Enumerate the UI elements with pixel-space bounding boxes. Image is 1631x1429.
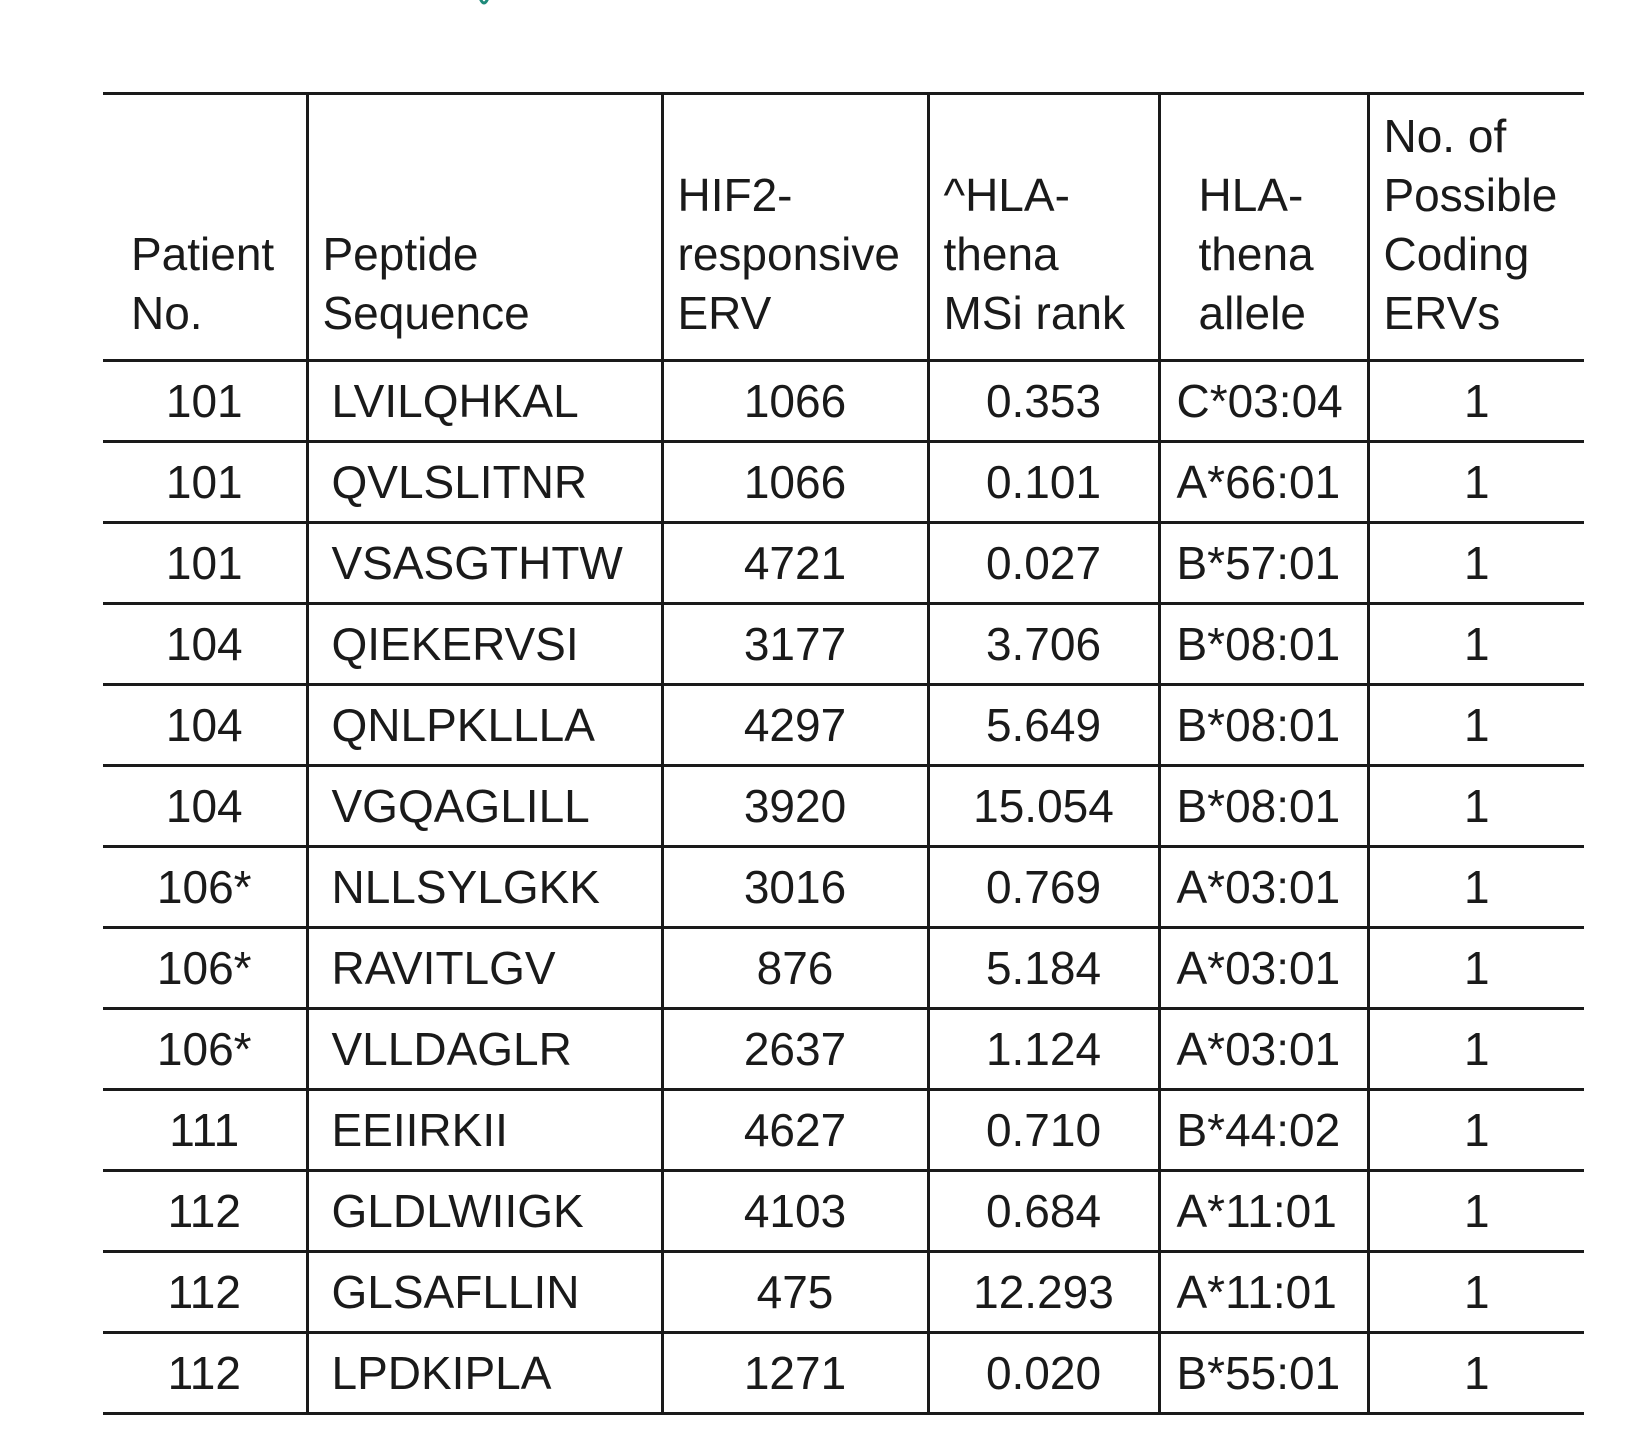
msi-rank-cell: 3.706 xyxy=(928,604,1159,685)
peptide-sequence-cell: RAVITLGV xyxy=(307,928,662,1009)
patient-no-cell: 106* xyxy=(156,1022,252,1075)
peptide-sequence-cell: VGQAGLILL xyxy=(307,766,662,847)
peptide-sequence-cell: GLDLWIIGK xyxy=(307,1171,662,1252)
coding-ervs-cell: 1 xyxy=(1368,847,1584,928)
patient-no-cell: 104 xyxy=(165,617,243,670)
erv-cell: 3920 xyxy=(662,766,928,847)
patient-no-cell: 106* xyxy=(156,941,252,994)
allele-cell: B*57:01 xyxy=(1159,523,1368,604)
patient-no-cell: 101 xyxy=(165,374,243,427)
msi-rank-cell: 0.769 xyxy=(928,847,1159,928)
erv-cell: 1066 xyxy=(662,442,928,523)
patient-no-cell: 104 xyxy=(165,698,243,751)
msi-rank-cell: 0.684 xyxy=(928,1171,1159,1252)
coding-ervs-cell: 1 xyxy=(1368,604,1584,685)
coding-ervs-cell: 1 xyxy=(1368,361,1584,442)
msi-rank-cell: 12.293 xyxy=(928,1252,1159,1333)
peptide-sequence-cell: GLSAFLLIN xyxy=(307,1252,662,1333)
patient-no-cell: 112 xyxy=(167,1346,241,1399)
table-row xyxy=(103,523,1584,604)
msi-rank-cell: 5.184 xyxy=(928,928,1159,1009)
allele-cell: A*11:01 xyxy=(1159,1252,1368,1333)
table-row xyxy=(103,1171,1584,1252)
peptide-sequence-cell: VLLDAGLR xyxy=(307,1009,662,1090)
table-row xyxy=(103,766,1584,847)
decorative-mark-icon xyxy=(478,0,490,8)
coding-ervs-cell: 1 xyxy=(1368,442,1584,523)
coding-ervs-cell: 1 xyxy=(1368,928,1584,1009)
coding-ervs-cell: 1 xyxy=(1368,1171,1584,1252)
peptide-table xyxy=(103,92,1584,1415)
allele-cell: B*08:01 xyxy=(1159,685,1368,766)
msi-rank-cell: 0.353 xyxy=(928,361,1159,442)
erv-cell: 4627 xyxy=(662,1090,928,1171)
patient-no-cell: 104 xyxy=(165,779,243,832)
patient-no-cell: 106* xyxy=(156,860,252,913)
erv-cell: 4721 xyxy=(662,523,928,604)
table-row xyxy=(103,685,1584,766)
allele-cell: A*03:01 xyxy=(1159,847,1368,928)
peptide-sequence-cell: QNLPKLLLA xyxy=(307,685,662,766)
erv-cell: 1271 xyxy=(662,1333,928,1414)
msi-rank-cell: 0.710 xyxy=(928,1090,1159,1171)
msi-rank-cell: 0.020 xyxy=(928,1333,1159,1414)
msi-rank-cell: 1.124 xyxy=(928,1009,1159,1090)
erv-cell: 3016 xyxy=(662,847,928,928)
allele-cell: A*66:01 xyxy=(1159,442,1368,523)
allele-cell: A*11:01 xyxy=(1159,1171,1368,1252)
table-row xyxy=(103,847,1584,928)
header-row xyxy=(103,94,1584,361)
column-header-hlathena-msi-rank: ^HLA- thena MSi rank xyxy=(928,94,1159,361)
patient-no-cell: 101 xyxy=(165,455,243,508)
table-row xyxy=(103,1333,1584,1414)
coding-ervs-cell: 1 xyxy=(1368,523,1584,604)
column-header-peptide-sequence: Peptide Sequence xyxy=(307,94,662,361)
peptide-sequence-cell: LPDKIPLA xyxy=(307,1333,662,1414)
column-header-possible-coding-ervs: No. of Possible Coding ERVs xyxy=(1368,94,1584,361)
peptide-sequence-cell: QIEKERVSI xyxy=(307,604,662,685)
patient-no-cell: 101 xyxy=(165,536,243,589)
allele-cell: B*08:01 xyxy=(1159,766,1368,847)
table-row xyxy=(103,442,1584,523)
table-row xyxy=(103,928,1584,1009)
table-row xyxy=(103,361,1584,442)
patient-no-cell: 111 xyxy=(169,1103,240,1156)
coding-ervs-cell: 1 xyxy=(1368,1333,1584,1414)
coding-ervs-cell: 1 xyxy=(1368,1009,1584,1090)
erv-cell: 1066 xyxy=(662,361,928,442)
erv-cell: 4103 xyxy=(662,1171,928,1252)
allele-cell: A*03:01 xyxy=(1159,928,1368,1009)
allele-cell: C*03:04 xyxy=(1159,361,1368,442)
peptide-sequence-cell: NLLSYLGKK xyxy=(307,847,662,928)
table-row xyxy=(103,604,1584,685)
peptide-sequence-cell: QVLSLITNR xyxy=(307,442,662,523)
msi-rank-cell: 0.027 xyxy=(928,523,1159,604)
allele-cell: B*55:01 xyxy=(1159,1333,1368,1414)
coding-ervs-cell: 1 xyxy=(1368,1090,1584,1171)
column-header-patient-no: Patient No. xyxy=(131,228,275,339)
column-header-hlathena-allele: HLA- thena allele xyxy=(1159,94,1368,361)
table-row xyxy=(103,1252,1584,1333)
table-body xyxy=(103,361,1584,1414)
erv-cell: 876 xyxy=(662,928,928,1009)
table-row xyxy=(103,1090,1584,1171)
erv-cell: 475 xyxy=(662,1252,928,1333)
peptide-sequence-cell: EEIIRKII xyxy=(307,1090,662,1171)
msi-rank-cell: 0.101 xyxy=(928,442,1159,523)
peptide-sequence-cell: LVILQHKAL xyxy=(307,361,662,442)
coding-ervs-cell: 1 xyxy=(1368,766,1584,847)
allele-cell: A*03:01 xyxy=(1159,1009,1368,1090)
allele-cell: B*44:02 xyxy=(1159,1090,1368,1171)
coding-ervs-cell: 1 xyxy=(1368,1252,1584,1333)
patient-no-cell: 112 xyxy=(167,1265,241,1318)
msi-rank-cell: 5.649 xyxy=(928,685,1159,766)
erv-cell: 2637 xyxy=(662,1009,928,1090)
erv-cell: 3177 xyxy=(662,604,928,685)
coding-ervs-cell: 1 xyxy=(1368,685,1584,766)
patient-no-cell: 112 xyxy=(167,1184,241,1237)
msi-rank-cell: 15.054 xyxy=(928,766,1159,847)
peptide-sequence-cell: VSASGTHTW xyxy=(307,523,662,604)
erv-cell: 4297 xyxy=(662,685,928,766)
allele-cell: B*08:01 xyxy=(1159,604,1368,685)
column-header-hif2-responsive-erv: HIF2- responsive ERV xyxy=(662,94,928,361)
table-row xyxy=(103,1009,1584,1090)
